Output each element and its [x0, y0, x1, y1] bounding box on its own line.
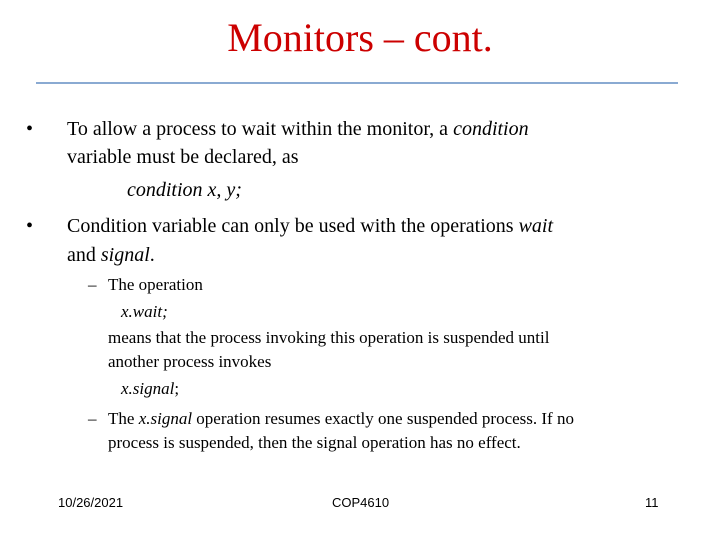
- sub2-text-rest: operation resumes exactly one suspended process. If no: [192, 409, 574, 428]
- bullet2-emphasis-signal: signal: [100, 244, 150, 266]
- sub1-code-wait: [121, 301, 168, 323]
- slide-title: Monitors – cont.: [227, 15, 493, 60]
- sub1-line1: The operation: [108, 275, 203, 294]
- bullet1-code-line: [127, 177, 242, 203]
- sub1-code-signal: [121, 378, 179, 400]
- sub-bullet-marker: –: [88, 409, 97, 428]
- sub2-text: The: [108, 409, 139, 428]
- bullet2-line2: [67, 242, 155, 268]
- title-divider: [36, 82, 678, 84]
- footer-course: COP4610: [332, 495, 390, 510]
- bullet1-text: To allow a process to wait within the monitor, a: [67, 118, 454, 140]
- sub1-line4: another process invokes: [108, 352, 272, 371]
- code-wait: x.wait;: [121, 302, 168, 321]
- code-vars: x, y;: [207, 179, 242, 201]
- footer-page-number: 11: [645, 495, 659, 510]
- sub2-line2: process is suspended, then the signal operation has no effect.: [108, 433, 521, 452]
- bullet2-text: and: [67, 244, 101, 266]
- bullet1-line2: variable must be declared, as: [67, 146, 299, 168]
- sub1-line3: means that the process invoking this operation is suspended until: [108, 328, 550, 347]
- bullet1-line1: [67, 116, 529, 142]
- bullet2-text: Condition variable can only be used with the operations: [67, 215, 519, 237]
- bullet-marker: •: [26, 215, 34, 237]
- footer-date: 10/26/2021: [58, 495, 124, 510]
- sub-bullet-marker: –: [88, 275, 97, 294]
- code-semicolon: ;: [174, 379, 180, 398]
- bullet2-line1: [67, 213, 553, 239]
- bullet-marker: •: [26, 118, 34, 140]
- bullet1-emphasis: condition: [453, 118, 529, 140]
- bullet2-emphasis-wait: wait: [518, 215, 554, 237]
- sub2-emphasis: x.signal: [138, 409, 193, 428]
- code-signal: x.signal: [121, 379, 175, 398]
- code-keyword: condition: [127, 179, 208, 201]
- sub2-line1: [108, 408, 574, 430]
- bullet2-period: .: [149, 244, 155, 266]
